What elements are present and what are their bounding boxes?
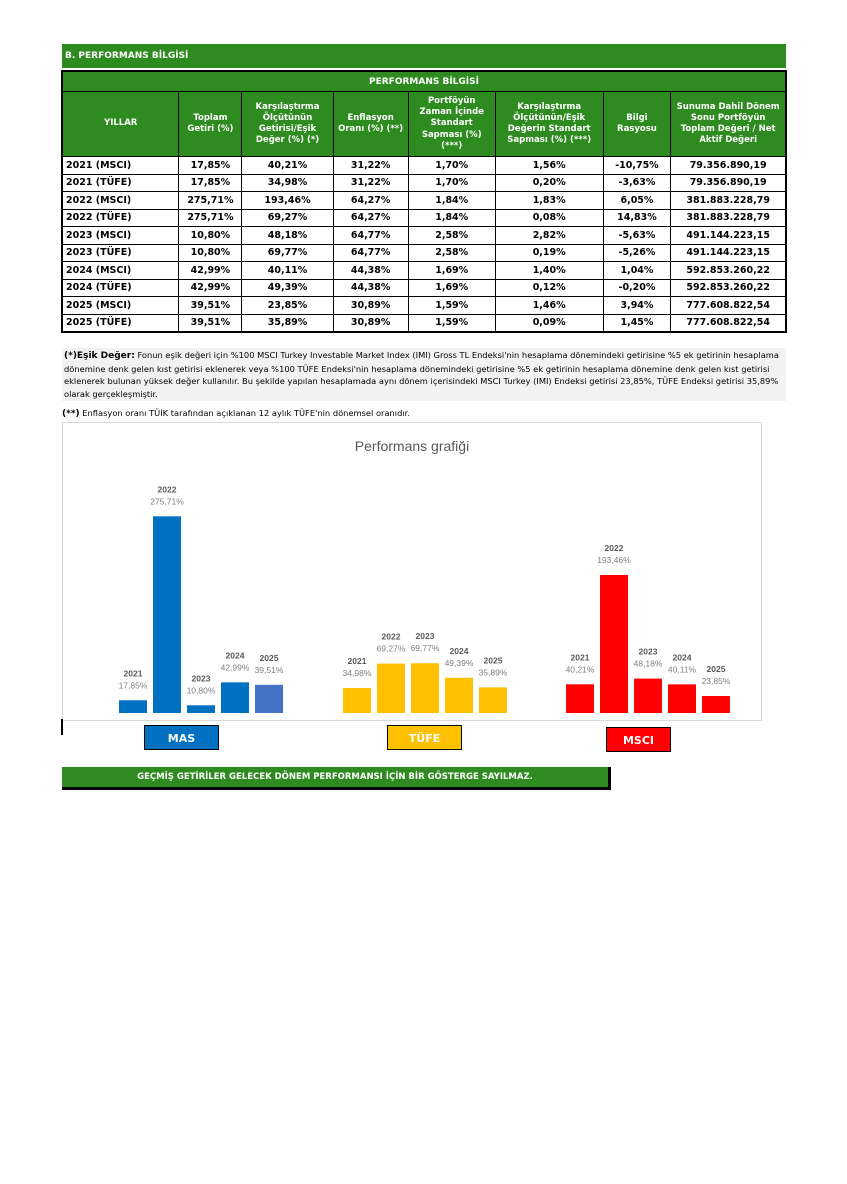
chart-canvas bbox=[63, 423, 761, 720]
table-cell: 64,27% bbox=[333, 209, 408, 227]
bar-tüfe-2025 bbox=[479, 687, 507, 713]
table-cell: 17,85% bbox=[179, 174, 242, 192]
table-cell: 10,80% bbox=[179, 227, 242, 245]
bar-value-label: 40,11% bbox=[667, 664, 697, 675]
column-header: Karşılaştırma Ölçütünün Getirisi/Eşik Değer (%) (*) bbox=[242, 92, 333, 157]
chart-title: Performans grafiği bbox=[354, 438, 470, 454]
table-cell: 1,46% bbox=[495, 297, 603, 315]
table-cell: 14,83% bbox=[603, 209, 671, 227]
bar-year-label: 2021 bbox=[570, 652, 590, 663]
table-cell: 2022 (MSCI) bbox=[62, 192, 179, 210]
notes bbox=[62, 348, 786, 421]
threshold-note bbox=[62, 348, 786, 401]
table-row bbox=[62, 192, 786, 210]
bar-tüfe-2024 bbox=[445, 678, 473, 713]
performance-table bbox=[61, 70, 787, 333]
table-cell: 44,38% bbox=[333, 279, 408, 297]
note1-text: Fonun eşik değeri için %100 MSCI Turkey Investable Market Index (IMI) Gross TL Endeksi'nin hesaplama dönemindeki getirisine %5 ek getirinin hesaplama dönemine denk gelen kıst getirisi eklenerek veya %100 TÜFE Endeksi'nin hesaplama dönemindeki getirisine %5 ek getirinin hesaplama dönemine denk gelen kıst getirisi eklenerek bulunan yüksek değer kullanılır. Bu şekilde yapılan hesaplamada aynı dönem içerisindeki MSCI Turkey (IMI) Endeksi getirisi 23,85%, TÜFE Endeksi getirisi 35,89% olarak gerçekleşmiştir. bbox=[64, 350, 779, 399]
section-title: B. PERFORMANS BİLGİSİ bbox=[62, 44, 786, 68]
table-cell: 64,77% bbox=[333, 227, 408, 245]
table-cell: 1,69% bbox=[408, 262, 495, 280]
table-cell: 2023 (MSCI) bbox=[62, 227, 179, 245]
bar-value-label: 23,85% bbox=[701, 675, 731, 686]
bar-mas-2023 bbox=[187, 705, 215, 713]
table-cell: 35,89% bbox=[242, 314, 333, 332]
bar-value-label: 69,77% bbox=[410, 643, 440, 654]
bar-msci-2025 bbox=[702, 696, 730, 713]
table-cell: 0,19% bbox=[495, 244, 603, 262]
inflation-note bbox=[62, 407, 786, 421]
table-cell: 30,89% bbox=[333, 314, 408, 332]
table-cell: 1,40% bbox=[495, 262, 603, 280]
table-cell: 69,27% bbox=[242, 209, 333, 227]
table-cell: 2025 (MSCI) bbox=[62, 297, 179, 315]
column-header: Bilgi Rasyosu bbox=[603, 92, 671, 157]
note2-label: (**) bbox=[62, 409, 80, 419]
table-cell: 1,83% bbox=[495, 192, 603, 210]
bar-year-label: 2021 bbox=[123, 668, 143, 679]
table-cell: 275,71% bbox=[179, 209, 242, 227]
performance-chart bbox=[62, 422, 762, 721]
bar-mas-2025 bbox=[255, 685, 283, 713]
table-cell: 48,18% bbox=[242, 227, 333, 245]
note1-label: (*)Eşik Değer: bbox=[64, 351, 135, 361]
bar-year-label: 2024 bbox=[672, 652, 692, 663]
table-cell: 64,27% bbox=[333, 192, 408, 210]
table-cell: 381.883.228,79 bbox=[671, 209, 786, 227]
table-cell: 2023 (TÜFE) bbox=[62, 244, 179, 262]
table-row bbox=[62, 279, 786, 297]
table-cell: 2024 (TÜFE) bbox=[62, 279, 179, 297]
table-cell: 6,05% bbox=[603, 192, 671, 210]
table-cell: 0,09% bbox=[495, 314, 603, 332]
bar-msci-2022 bbox=[600, 575, 628, 713]
table-cell: 23,85% bbox=[242, 297, 333, 315]
table-cell: 42,99% bbox=[179, 262, 242, 280]
bar-year-label: 2024 bbox=[225, 650, 245, 661]
bar-value-label: 275,71% bbox=[150, 496, 184, 507]
bar-year-label: 2025 bbox=[483, 655, 503, 666]
table-cell: -5,26% bbox=[603, 244, 671, 262]
legend-mas: MAS bbox=[144, 725, 219, 750]
bar-mas-2022 bbox=[153, 516, 181, 713]
table-cell: 39,51% bbox=[179, 297, 242, 315]
table-cell: 39,51% bbox=[179, 314, 242, 332]
table-cell: 34,98% bbox=[242, 174, 333, 192]
bar-value-label: 40,21% bbox=[565, 664, 595, 675]
bar-year-label: 2023 bbox=[191, 673, 211, 684]
table-cell: 2021 (MSCI) bbox=[62, 157, 179, 175]
table-cell: 2021 (TÜFE) bbox=[62, 174, 179, 192]
table-cell: 42,99% bbox=[179, 279, 242, 297]
table-cell: 592.853.260,22 bbox=[671, 279, 786, 297]
bar-tüfe-2022 bbox=[377, 664, 405, 713]
column-header: Karşılaştırma Ölçütünün/Eşik Değerin Standart Sapması (%) (***) bbox=[495, 92, 603, 157]
table-cell: 1,59% bbox=[408, 297, 495, 315]
table-row bbox=[62, 174, 786, 192]
table-cell: -3,63% bbox=[603, 174, 671, 192]
table-cell: 1,45% bbox=[603, 314, 671, 332]
column-header: Sunuma Dahil Dönem Sonu Portföyün Toplam Değeri / Net Aktif Değeri bbox=[671, 92, 786, 157]
table-cell: 31,22% bbox=[333, 174, 408, 192]
disclaimer-footer: GEÇMİŞ GETİRİLER GELECEK DÖNEM PERFORMANSI İÇİN BİR GÖSTERGE SAYILMAZ. bbox=[62, 767, 611, 790]
table-cell: 44,38% bbox=[333, 262, 408, 280]
bar-msci-2023 bbox=[634, 679, 662, 713]
bar-value-label: 35,89% bbox=[478, 667, 508, 678]
table-title: PERFORMANS BİLGİSİ bbox=[62, 71, 786, 92]
table-cell: 2022 (TÜFE) bbox=[62, 209, 179, 227]
bar-value-label: 48,18% bbox=[633, 658, 663, 669]
bar-year-label: 2024 bbox=[449, 645, 469, 656]
table-cell: 0,08% bbox=[495, 209, 603, 227]
table-cell: 1,69% bbox=[408, 279, 495, 297]
table-cell: 2024 (MSCI) bbox=[62, 262, 179, 280]
table-cell: 777.608.822,54 bbox=[671, 297, 786, 315]
bar-value-label: 10,80% bbox=[186, 685, 216, 696]
table-cell: 193,46% bbox=[242, 192, 333, 210]
table-cell: 491.144.223,15 bbox=[671, 244, 786, 262]
table-cell: 31,22% bbox=[333, 157, 408, 175]
legend-tufe: TÜFE bbox=[387, 725, 462, 750]
table-cell: 1,70% bbox=[408, 157, 495, 175]
table-row bbox=[62, 209, 786, 227]
table-row bbox=[62, 227, 786, 245]
table-cell: 1,70% bbox=[408, 174, 495, 192]
divider bbox=[61, 719, 63, 735]
bar-value-label: 39,51% bbox=[254, 664, 284, 675]
table-cell: 79.356.890,19 bbox=[671, 174, 786, 192]
table-cell: 1,59% bbox=[408, 314, 495, 332]
table-cell: 2,58% bbox=[408, 244, 495, 262]
bar-value-label: 49,39% bbox=[444, 657, 474, 668]
bar-mas-2024 bbox=[221, 682, 249, 713]
bar-value-label: 42,99% bbox=[220, 662, 250, 673]
table-cell: 2025 (TÜFE) bbox=[62, 314, 179, 332]
table-cell: 1,56% bbox=[495, 157, 603, 175]
table-cell: -0,20% bbox=[603, 279, 671, 297]
bar-msci-2021 bbox=[566, 684, 594, 713]
table-cell: 491.144.223,15 bbox=[671, 227, 786, 245]
legend-msci: MSCI bbox=[606, 727, 671, 752]
column-header: Portföyün Zaman İçinde Standart Sapması (%) (***) bbox=[408, 92, 495, 157]
bar-value-label: 17,85% bbox=[118, 680, 148, 691]
column-header: Toplam Getiri (%) bbox=[179, 92, 242, 157]
table-cell: 381.883.228,79 bbox=[671, 192, 786, 210]
column-header: YILLAR bbox=[62, 92, 179, 157]
bar-mas-2021 bbox=[119, 700, 147, 713]
table-cell: 275,71% bbox=[179, 192, 242, 210]
table-cell: 49,39% bbox=[242, 279, 333, 297]
bar-tüfe-2021 bbox=[343, 688, 371, 713]
table-row bbox=[62, 262, 786, 280]
column-header: Enflasyon Oranı (%) (**) bbox=[333, 92, 408, 157]
table-cell: 592.853.260,22 bbox=[671, 262, 786, 280]
table-row bbox=[62, 244, 786, 262]
table-cell: 0,20% bbox=[495, 174, 603, 192]
note2-text: Enflasyon oranı TÜİK tarafından açıklanan 12 aylık TÜFE'nin dönemsel oranıdır. bbox=[79, 408, 410, 418]
table-cell: 40,21% bbox=[242, 157, 333, 175]
table-cell: 1,84% bbox=[408, 192, 495, 210]
bar-year-label: 2021 bbox=[347, 656, 367, 667]
table-cell: 1,04% bbox=[603, 262, 671, 280]
table-cell: 69,77% bbox=[242, 244, 333, 262]
table-cell: 777.608.822,54 bbox=[671, 314, 786, 332]
bar-msci-2024 bbox=[668, 684, 696, 713]
bar-value-label: 69,27% bbox=[376, 643, 406, 654]
table-cell: 2,58% bbox=[408, 227, 495, 245]
bar-year-label: 2025 bbox=[706, 663, 726, 674]
bar-year-label: 2022 bbox=[604, 542, 624, 553]
table-cell: 0,12% bbox=[495, 279, 603, 297]
bar-year-label: 2022 bbox=[381, 631, 401, 642]
table-cell: 3,94% bbox=[603, 297, 671, 315]
table-cell: 2,82% bbox=[495, 227, 603, 245]
table-cell: 17,85% bbox=[179, 157, 242, 175]
bar-value-label: 193,46% bbox=[597, 554, 631, 565]
bar-year-label: 2023 bbox=[415, 631, 435, 642]
bar-year-label: 2023 bbox=[638, 646, 658, 657]
table-row bbox=[62, 157, 786, 175]
table-cell: -10,75% bbox=[603, 157, 671, 175]
bar-value-label: 34,98% bbox=[342, 668, 372, 679]
table-cell: 79.356.890,19 bbox=[671, 157, 786, 175]
table-cell: 64,77% bbox=[333, 244, 408, 262]
bar-year-label: 2022 bbox=[157, 484, 177, 495]
table-cell: 30,89% bbox=[333, 297, 408, 315]
table-cell: 1,84% bbox=[408, 209, 495, 227]
table-cell: 10,80% bbox=[179, 244, 242, 262]
table-row bbox=[62, 314, 786, 332]
bar-year-label: 2025 bbox=[259, 652, 279, 663]
table-cell: -5,63% bbox=[603, 227, 671, 245]
bar-tüfe-2023 bbox=[411, 663, 439, 713]
table-cell: 40,11% bbox=[242, 262, 333, 280]
table-row bbox=[62, 297, 786, 315]
